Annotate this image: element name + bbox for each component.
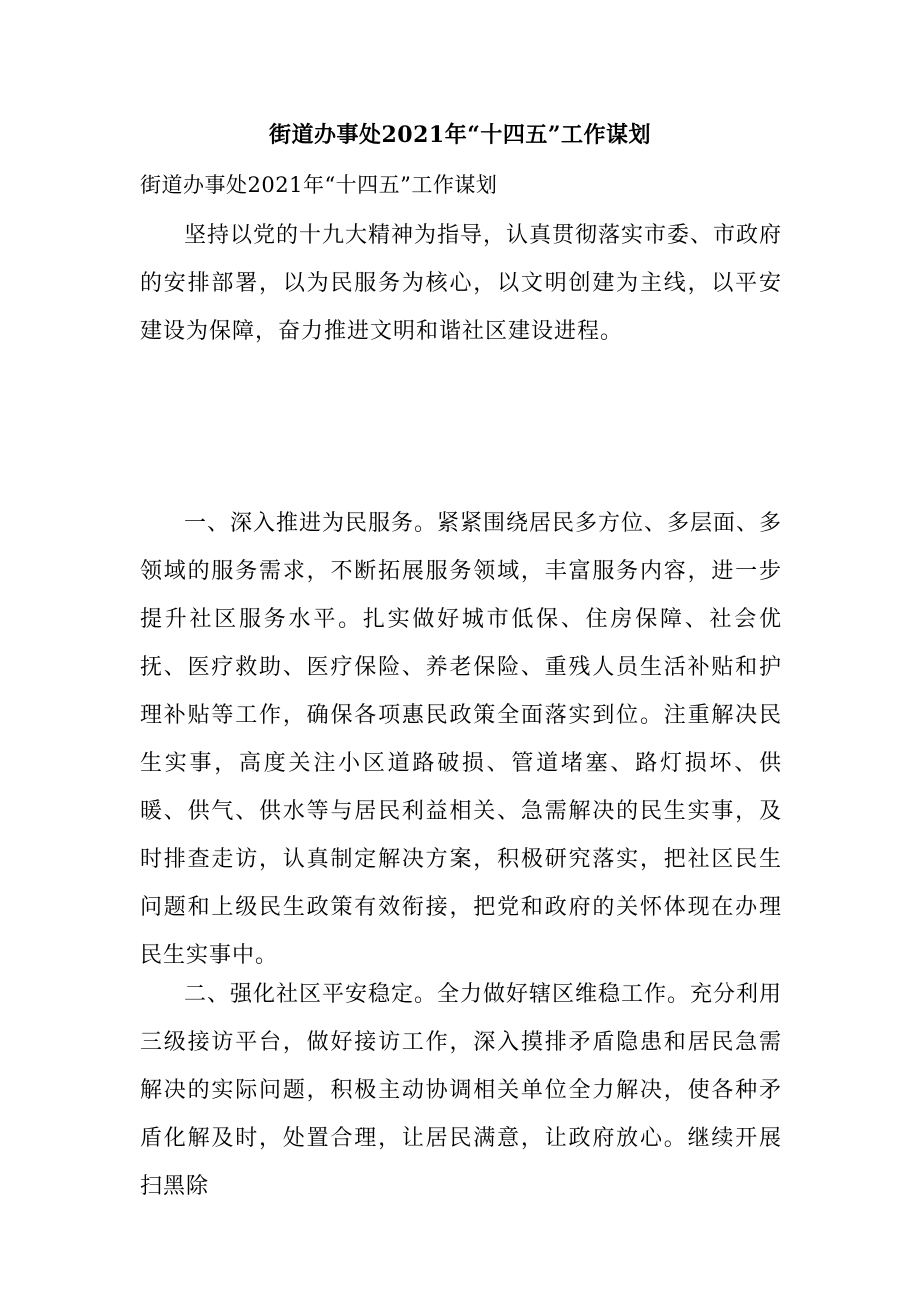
paragraph-section-one: 一、深入推进为民服务。紧紧围绕居民多方位、多层面、多领域的服务需求，不断拓展服务领域，丰富服务内容，进一步提升社区服务水平。扎实做好城市低保、住房保障、社会优抚、医疗救助、医疗保险、养老保险、重残人员生活补贴和护理补贴等工作，确保各项惠民政策全面落实到位。注重解决民生实事，高度关注小区道路破损、管道堵塞、路灯损坏、供暖、供气、供水等与居民利益相关、急需解决的民生实事，及时排查走访，认真制定解决方案，积极研究落实，把社区民生问题和上级民生政策有效衔接，把党和政府的关怀体现在办理民生实事中。: [140, 511, 783, 968]
document-subtitle: 街道办事处2021年“十四五”工作谋划: [140, 173, 498, 197]
paragraph-intro: 坚持以党的十九大精神为指导，认真贯彻落实市委、市政府的安排部署，以为民服务为核心，以文明创建为主线，以平安建设为保障，奋力推进文明和谐社区建设进程。: [140, 223, 783, 344]
document-title: 街道办事处2021年“十四五”工作谋划: [268, 122, 652, 148]
paragraph-section-two: 二、强化社区平安稳定。全力做好辖区维稳工作。充分利用三级接访平台，做好接访工作，深入摸排矛盾隐患和居民急需解决的实际问题，积极主动协调相关单位全力解决，使各种矛盾化解及时，处置合理，让居民满意，让政府放心。继续开展扫黑除: [140, 982, 783, 1199]
